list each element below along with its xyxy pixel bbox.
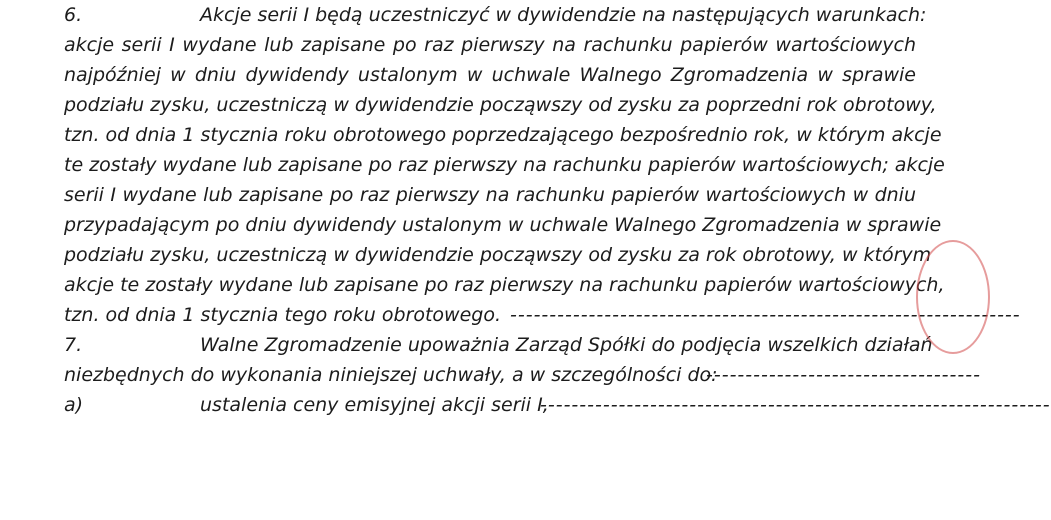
paragraph-last-line: tzn. od dnia 1 stycznia tego roku obrotowego. xyxy=(64,304,502,326)
paragraph-line: podziału zysku, uczestniczą w dywidendzie począwszy od zysku za rok obrotowy, w którym xyxy=(64,244,932,266)
stamp-mark xyxy=(916,240,990,354)
paragraph-line: przypadającym po dniu dywidendy ustalonym w uchwale Walnego Zgromadzenia w sprawie xyxy=(64,214,942,236)
section-7-number: 7. xyxy=(64,334,83,356)
paragraph-line: podziału zysku, uczestniczą w dywidendzie począwszy od zysku za poprzedni rok obrotowy, xyxy=(64,94,937,116)
dash-filler: ----------------------------------- xyxy=(706,364,981,386)
item-a-text: ustalenia ceny emisyjnej akcji serii I, xyxy=(200,394,549,416)
section-6-heading: Akcje serii I będą uczestniczyć w dywidendzie na następujących warunkach: xyxy=(200,4,927,26)
dash-filler: ----------------------------------------------------------------- xyxy=(510,304,1021,326)
item-a-label: a) xyxy=(64,394,84,416)
dash-filler: ----------------------------------------------------------------- xyxy=(540,394,1051,416)
paragraph-line: akcje te zostały wydane lub zapisane po raz pierwszy na rachunku papierów wartościowych, xyxy=(64,274,945,296)
section-6-number: 6. xyxy=(64,4,83,26)
paragraph-line: serii I wydane lub zapisane po raz pierwszy na rachunku papierów wartościowych w dniu xyxy=(64,184,916,206)
paragraph-line: akcje serii I wydane lub zapisane po raz pierwszy na rachunku papierów wartościowych xyxy=(64,34,916,56)
paragraph-line: najpóźniej w dniu dywidendy ustalonym w uchwale Walnego Zgromadzenia w sprawie xyxy=(64,64,916,86)
paragraph-line: te zostały wydane lub zapisane po raz pierwszy na rachunku papierów wartościowych; akcje xyxy=(64,154,945,176)
paragraph-line: tzn. od dnia 1 stycznia roku obrotowego poprzedzającego bezpośrednio rok, w którym akcje xyxy=(64,124,942,146)
section-7-heading: Walne Zgromadzenie upoważnia Zarząd Spółki do podjęcia wszelkich działań xyxy=(200,334,933,356)
paragraph-line: niezbędnych do wykonania niniejszej uchwały, a w szczególności do: xyxy=(64,364,718,386)
